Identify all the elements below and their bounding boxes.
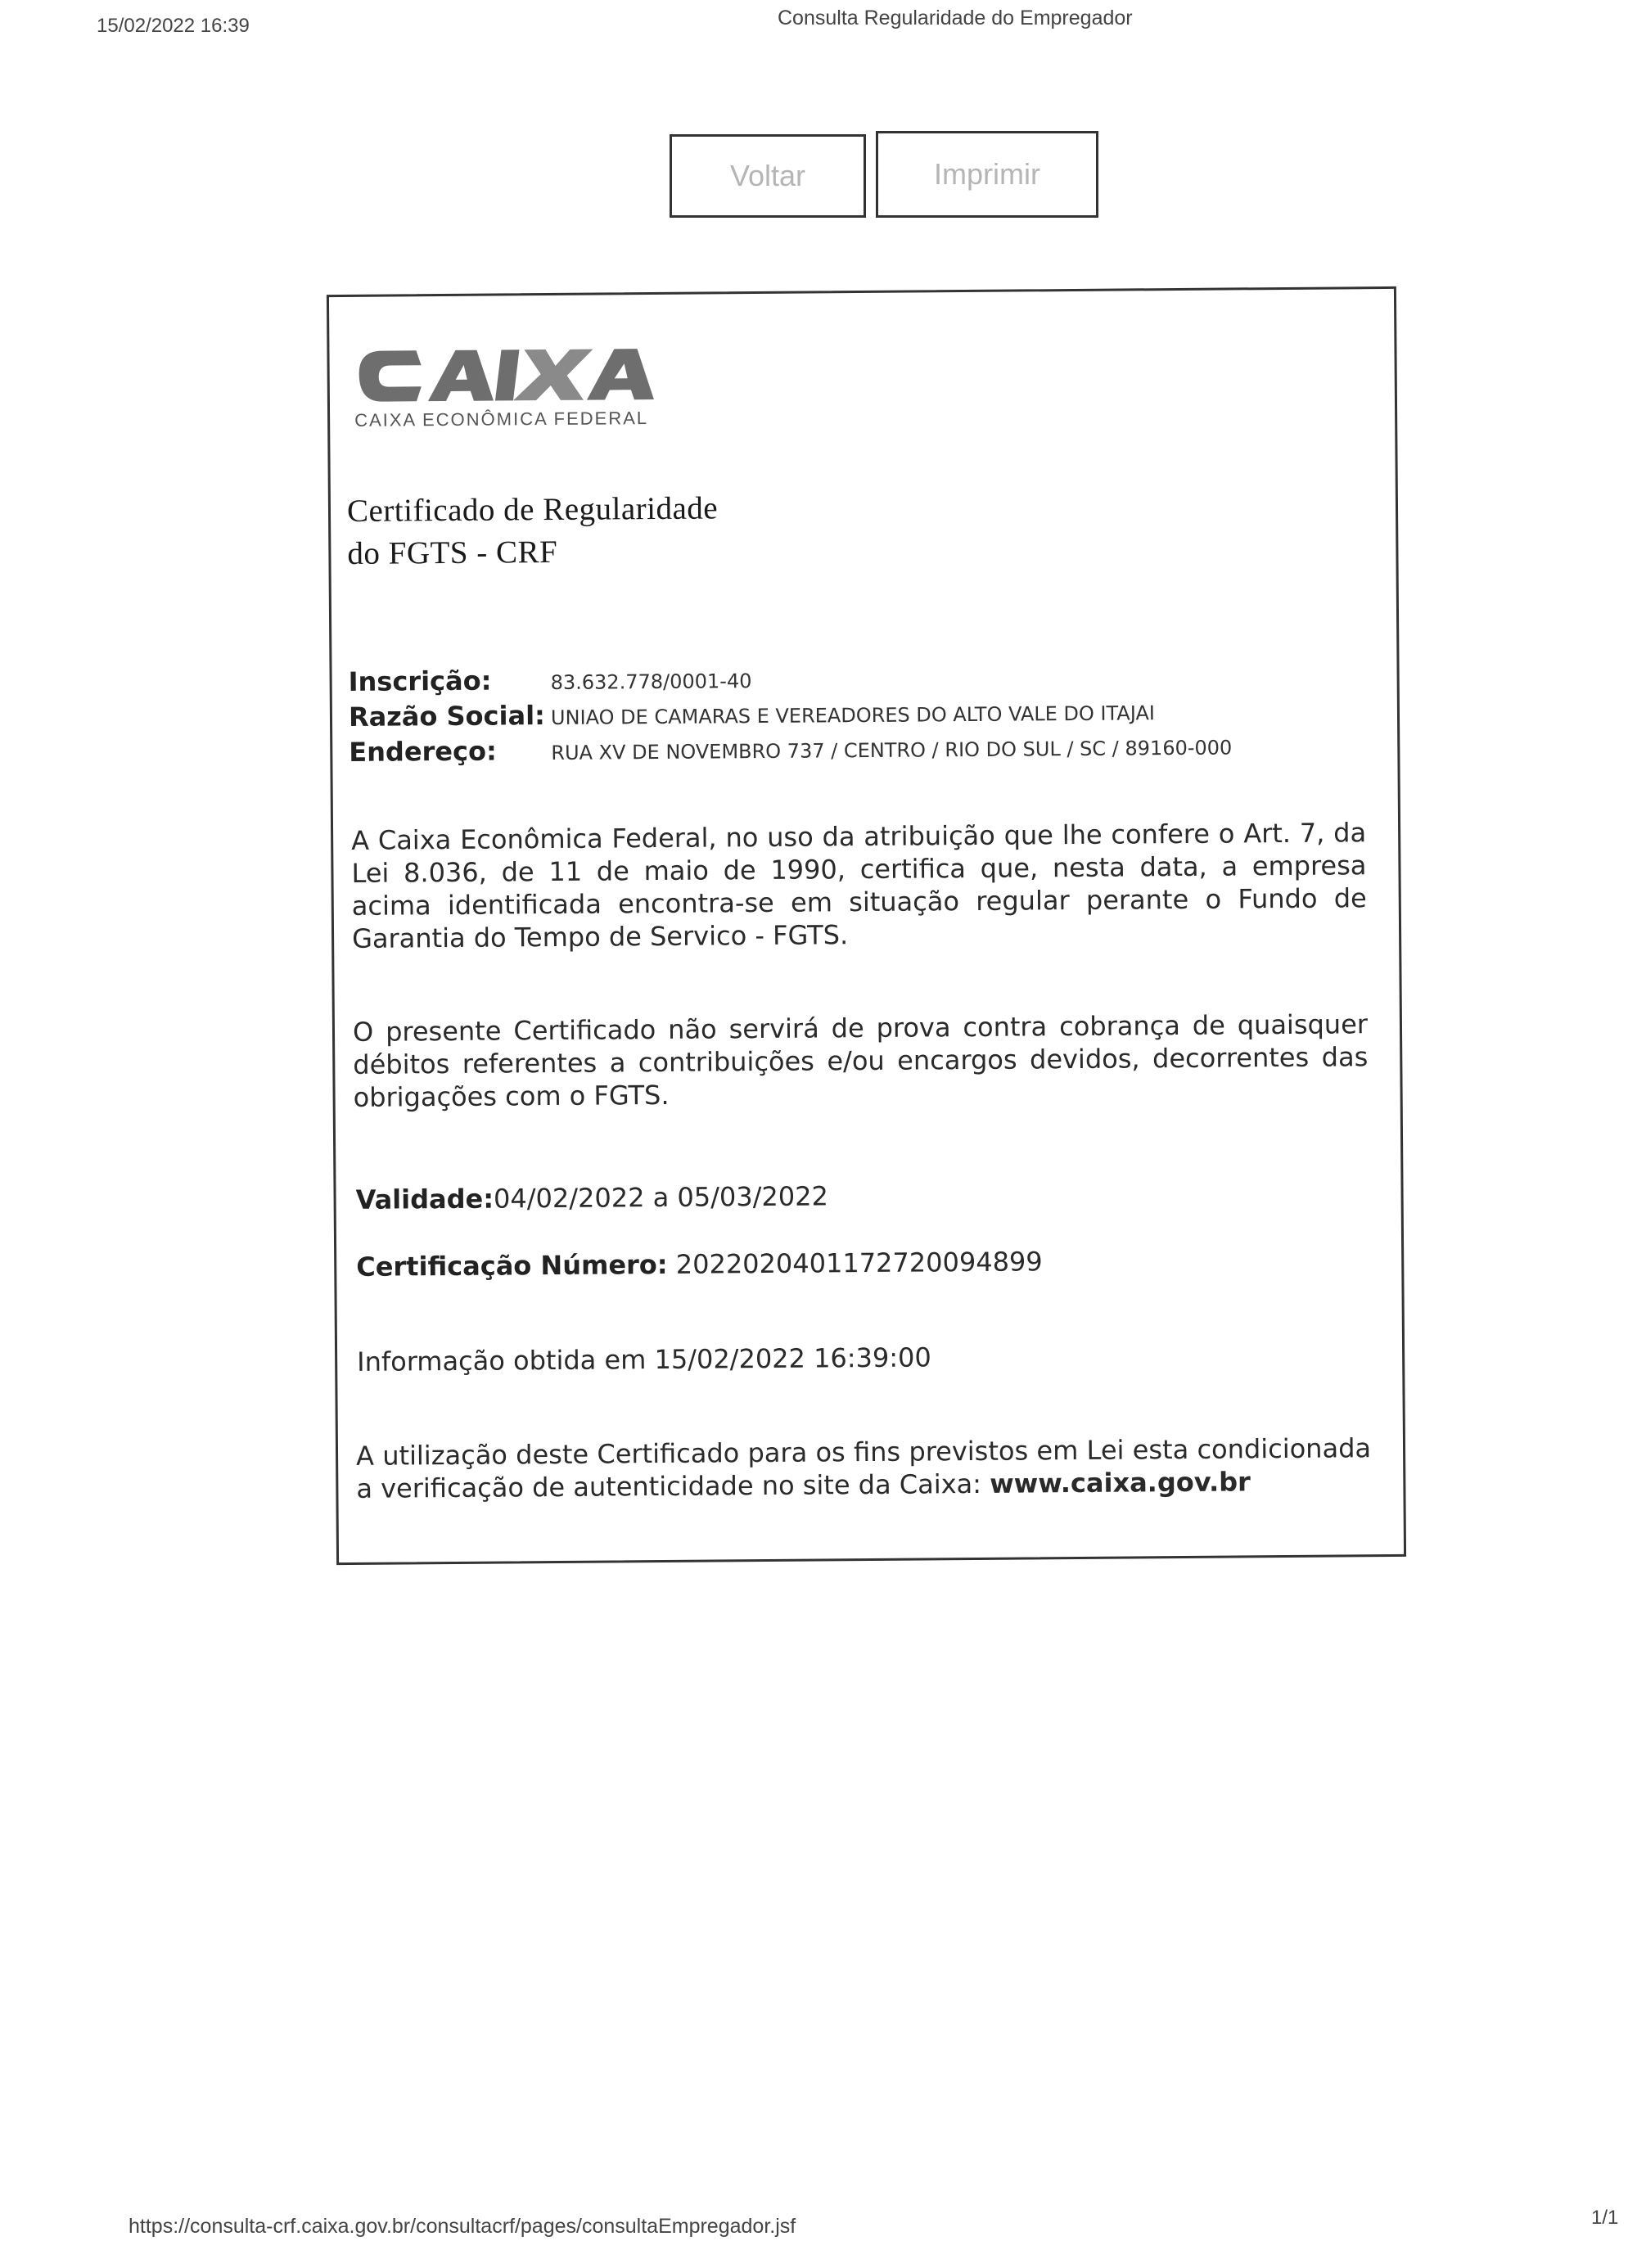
validade-line	[355, 1180, 828, 1215]
disclaimer-paragraph: O presente Certificado não servirá de prova contra cobrança de quaisquer débitos referentes a contribuições e/ou encargos devidos, decorrentes das obrigações com o FGTS.	[352, 1008, 1369, 1113]
certificacao-numero-label: Certificação Número:	[356, 1248, 668, 1283]
razao-social-label: Razão Social:	[348, 700, 546, 733]
page-number: 1/1	[1591, 2207, 1619, 2229]
company-info	[348, 658, 1232, 770]
certificate-title-line2: do FGTS - CRF	[347, 534, 558, 571]
razao-social-row	[349, 693, 1232, 735]
certificacao-numero-line	[356, 1246, 1043, 1283]
validade-value: 04/02/2022 a 05/03/2022	[493, 1180, 829, 1215]
logo-word: CAIXA	[349, 336, 352, 337]
certificate-card	[327, 286, 1406, 1565]
certification-paragraph: A Caixa Econômica Federal, no uso da atribuição que lhe confere o Art. 7, da Lei 8.036, de 11 de maio de 1990, certifica que, nesta data, a empresa acima identificada encontra-se em situação regular perante o Fundo de Garantia do Tempo de Servico - FGTS.	[351, 817, 1367, 954]
inscricao-value: 83.632.778/0001-40	[550, 670, 752, 695]
endereco-value: RUA XV DE NOVEMBRO 737 / CENTRO / RIO DO SUL / SC / 89160-000	[551, 736, 1233, 765]
caixa-site-link[interactable]: www.caixa.gov.br	[990, 1466, 1251, 1499]
print-button[interactable]: Imprimir	[876, 131, 1098, 218]
endereco-row	[349, 728, 1232, 770]
footer-url: https://consulta-crf.caixa.gov.br/consultacrf/pages/consultaEmpregador.jsf	[129, 2215, 796, 2238]
print-datetime: 15/02/2022 16:39	[97, 15, 250, 37]
certificacao-numero-value: 2022020401172720094899	[675, 1246, 1043, 1280]
razao-social-value: UNIAO DE CAMARAS E VEREADORES DO ALTO VALE DO ITAJAI	[550, 701, 1156, 730]
certificate-title	[347, 487, 719, 575]
inscricao-label: Inscrição:	[348, 665, 492, 697]
validade-label: Validade:	[355, 1183, 494, 1215]
logo-subtitle: CAIXA ECONÔMICA FEDERAL	[354, 408, 649, 431]
endereco-label: Endereço:	[349, 735, 497, 768]
authenticity-paragraph	[356, 1432, 1372, 1505]
info-obtida-line: Informação obtida em 15/02/2022 16:39:00	[357, 1341, 931, 1377]
page-title: Consulta Regularidade do Empregador	[778, 7, 1133, 29]
certificate-title-line1: Certificado de Regularidade	[346, 490, 719, 529]
back-button[interactable]: Voltar	[670, 134, 866, 218]
caixa-logo	[349, 333, 710, 417]
authenticity-text: A utilização deste Certificado para os fins previstos em Lei esta condicionada a verificação de autenticidade no site da Caixa:	[355, 1432, 1372, 1504]
